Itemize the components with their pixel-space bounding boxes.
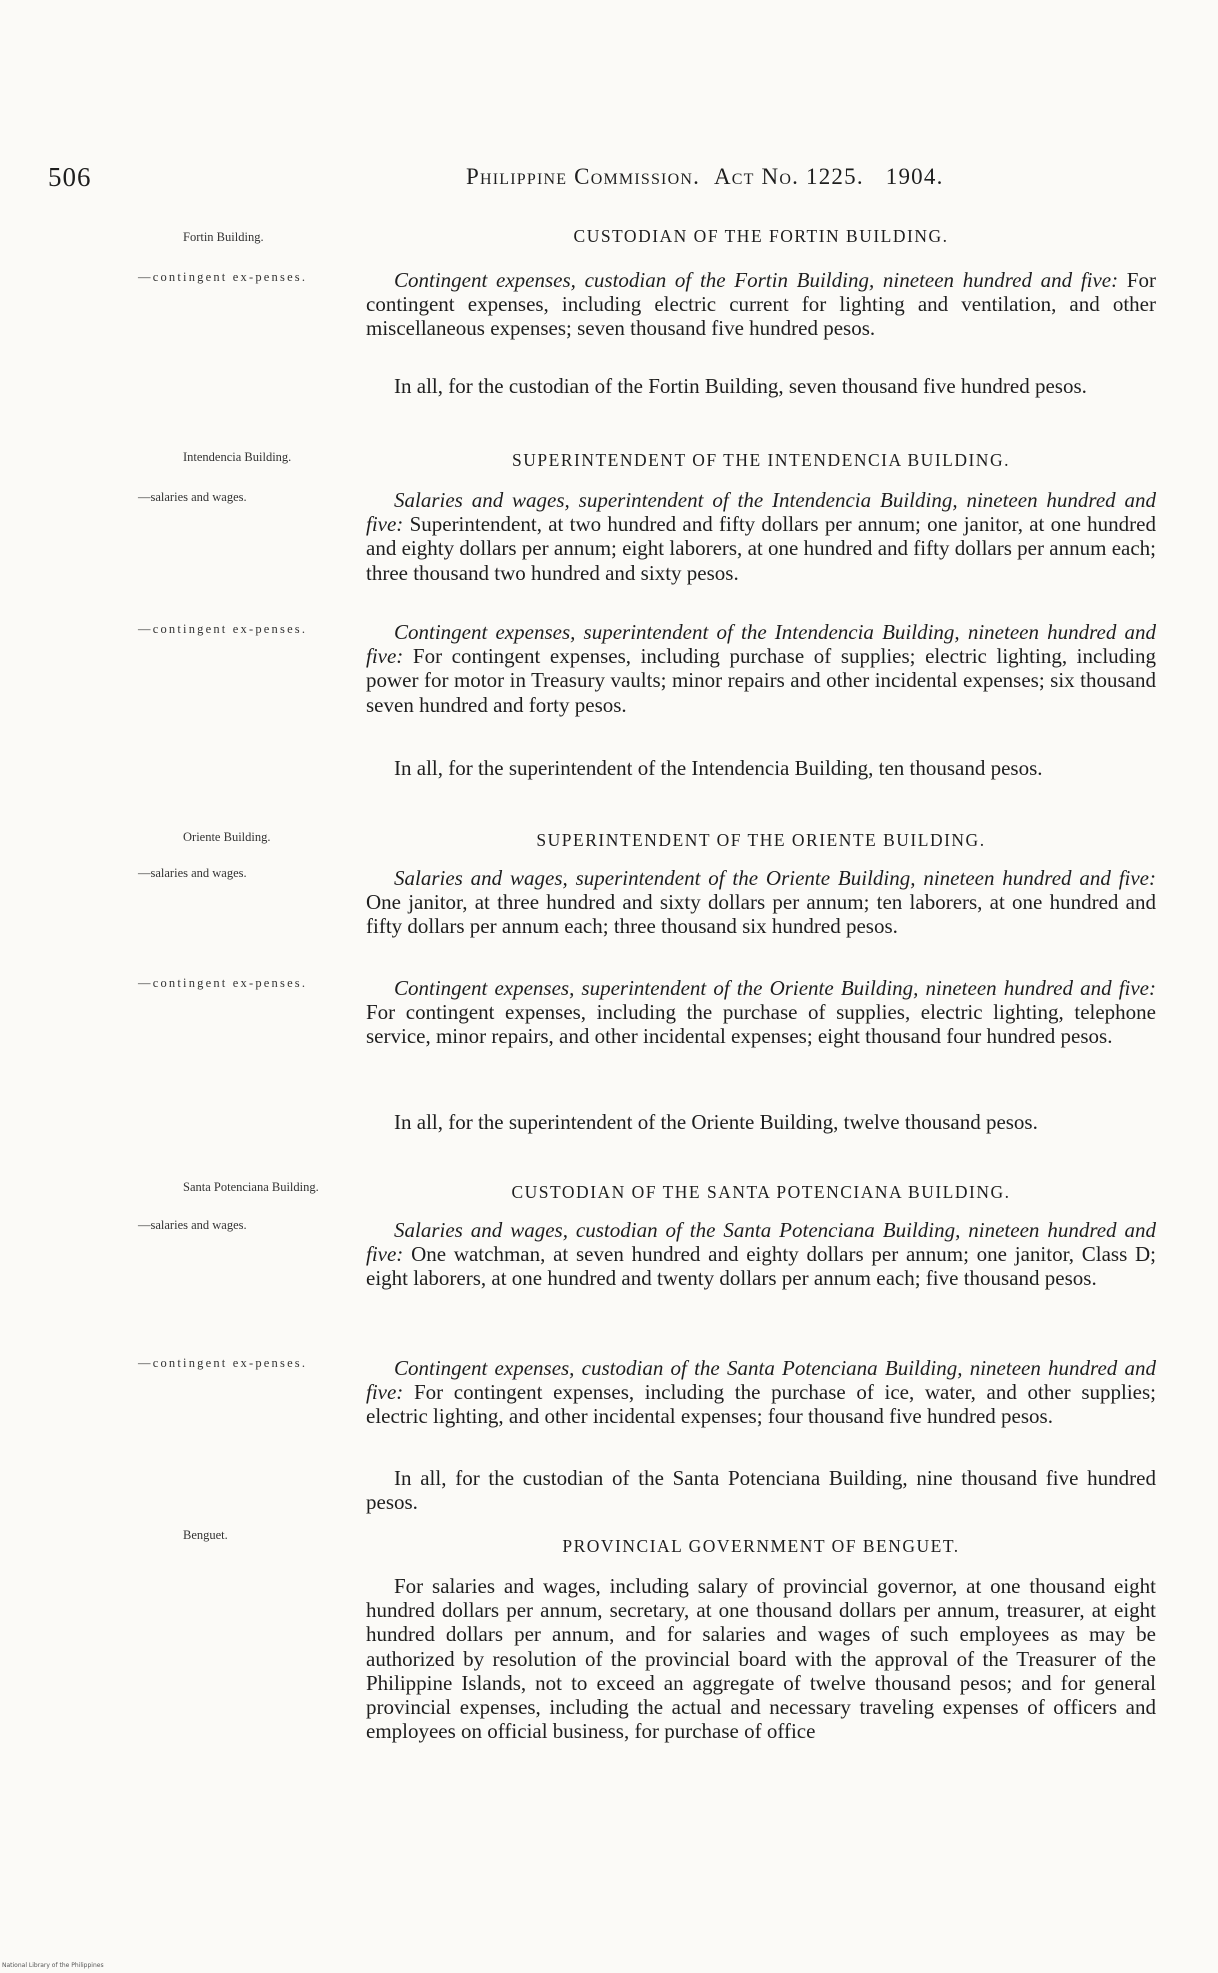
margin-note-intendencia-salaries: —salaries and wages. <box>138 490 247 504</box>
margin-note-santa-potenciana: Santa Potenciana Building. <box>183 1180 319 1194</box>
margin-note-benguet: Benguet. <box>183 1528 228 1542</box>
paragraph-benguet: For salaries and wages, including salary of provincial governor, at one thousand eight hundred dollars per annum, secretary, at one thousand dollars per annum, treasurer, at eight hundred dollars per annum, and for salaries and wages of such employees as may be authorized by resolution of the provincial board with the approval of the Treasurer of the Philippine Islands, not to exceed an aggregate of twelve thousand pesos; and for general provincial expenses, including the actual and necessary traveling expenses of officers and employees on official business, for purchase of office <box>366 1574 1156 1744</box>
paragraph-oriente-salaries <box>366 866 1156 939</box>
paragraph-lead: Contingent expenses, custodian of the Santa Potenciana Building, nineteen hundred and five: <box>366 1356 1156 1405</box>
paragraph-lead: Salaries and wages, superintendent of the Intendencia Building, nineteen hundred and five: <box>366 488 1156 537</box>
paragraph-oriente-total: In all, for the superintendent of the Oriente Building, twelve thousand pesos. <box>394 1110 1038 1134</box>
paragraph-santa-potenciana-salaries <box>366 1218 1156 1291</box>
paragraph-lead: Salaries and wages, superintendent of the Oriente Building, nineteen hundred and five: <box>394 866 1156 890</box>
paragraph-text: One janitor, at three hundred and sixty dollars per annum; ten laborers, at one hundred and fifty dollars per annum each; three thousand six hundred pesos. <box>366 890 1156 939</box>
section-title-santa-potenciana: CUSTODIAN OF THE SANTA POTENCIANA BUILDING. <box>511 1182 1011 1202</box>
margin-note-santa-potenciana-contingent: —contingent ex-penses. <box>138 1356 308 1370</box>
margin-note-santa-potenciana-salaries: —salaries and wages. <box>138 1218 247 1232</box>
paragraph-text: One watchman, at seven hundred and eighty dollars per annum; one janitor, Class D; eight laborers, at one hundred and twenty dollars per annum each; five thousand pesos. <box>366 1242 1156 1291</box>
margin-note-fortin: Fortin Building. <box>183 230 264 244</box>
paragraph-text: For contingent expenses, including electric current for lighting and ventilation, and other miscellaneous expenses; seven thousand five hundred pesos. <box>366 268 1156 341</box>
year: 1904. <box>885 164 944 189</box>
section-title-oriente: SUPERINTENDENT OF THE ORIENTE BUILDING. <box>536 830 986 850</box>
paragraph-fortin-total: In all, for the custodian of the Fortin Building, seven thousand five hundred pesos. <box>394 374 1087 398</box>
margin-note-intendencia: Intendencia Building. <box>183 450 292 464</box>
paragraph-intendencia-contingent <box>366 620 1156 717</box>
running-title-text: Philippine Commission. <box>466 164 701 189</box>
paragraph-intendencia-salaries <box>366 488 1156 585</box>
paragraph-oriente-contingent <box>366 976 1156 1049</box>
page-number: 506 <box>48 162 92 192</box>
act-number: Act No. 1225. <box>713 164 864 189</box>
paragraph-text: For contingent expenses, including the purchase of ice, water, and other supplies; electric lighting, and other incidental expenses; four thousand five hundred pesos. <box>366 1380 1156 1429</box>
margin-note-oriente: Oriente Building. <box>183 830 271 844</box>
paragraph-text: Superintendent, at two hundred and fifty dollars per annum; one janitor, at one hundred and eighty dollars per annum; eight laborers, at one hundred and fifty dollars per annum each; three thousand two hundred and sixty pesos. <box>366 512 1156 585</box>
running-title <box>466 164 944 190</box>
section-title-benguet: PROVINCIAL GOVERNMENT OF BENGUET. <box>562 1536 960 1556</box>
paragraph-santa-potenciana-contingent <box>366 1356 1156 1429</box>
paragraph-intendencia-total: In all, for the superintendent of the Intendencia Building, ten thousand pesos. <box>394 756 1043 780</box>
paragraph-lead: Contingent expenses, superintendent of the Oriente Building, nineteen hundred and five: <box>394 976 1156 1000</box>
paragraph-fortin-contingent <box>366 268 1156 341</box>
page-header <box>48 162 1158 196</box>
paragraph-lead: Salaries and wages, custodian of the Santa Potenciana Building, nineteen hundred and five: <box>366 1218 1156 1267</box>
section-title-fortin: CUSTODIAN OF THE FORTIN BUILDING. <box>573 226 949 246</box>
paragraph-santa-potenciana-total: In all, for the custodian of the Santa Potenciana Building, nine thousand five hundred pesos. <box>366 1466 1156 1515</box>
margin-note-oriente-salaries: —salaries and wages. <box>138 866 247 880</box>
margin-note-fortin-contingent: —contingent ex-penses. <box>138 270 308 284</box>
paragraph-lead: Contingent expenses, superintendent of the Intendencia Building, nineteen hundred and five: <box>366 620 1156 669</box>
paragraph-text: For contingent expenses, including purchase of supplies; electric lighting, including power for motor in Treasury vaults; minor repairs and other incidental expenses; six thousand seven hundred and forty pesos. <box>366 644 1156 717</box>
paragraph-text: For contingent expenses, including the purchase of supplies, electric lighting, telephone service, minor repairs, and other incidental expenses; eight thousand four hundred pesos. <box>366 1000 1156 1049</box>
section-title-intendencia: SUPERINTENDENT OF THE INTENDENCIA BUILDING. <box>512 450 1010 470</box>
margin-note-oriente-contingent: —contingent ex-penses. <box>138 976 308 990</box>
footer-credit: National Library of the Philippines <box>2 1962 104 1969</box>
paragraph-lead: Contingent expenses, custodian of the Fortin Building, nineteen hundred and five: <box>394 268 1119 292</box>
margin-note-intendencia-contingent: —contingent ex-penses. <box>138 622 308 636</box>
